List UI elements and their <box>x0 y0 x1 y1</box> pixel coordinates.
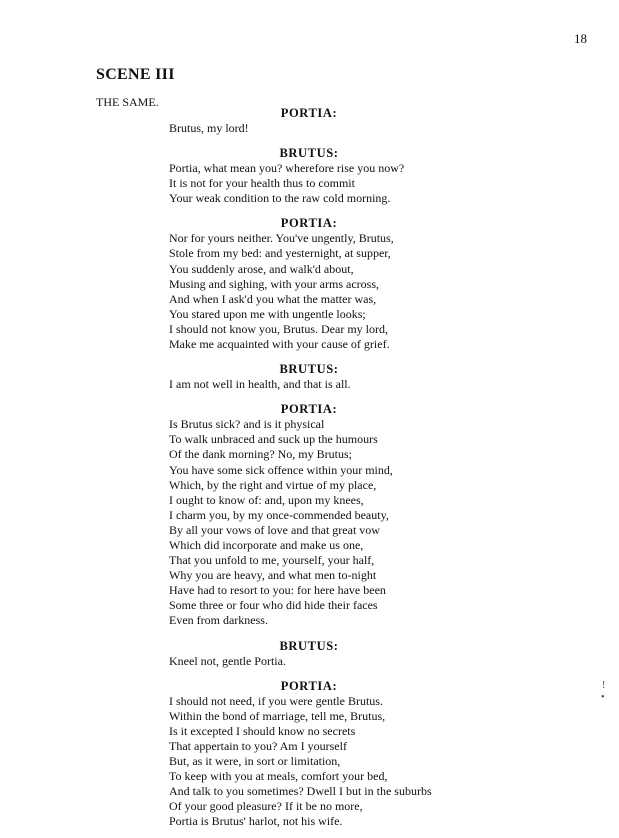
dialogue-line: I should not know you, Brutus. Dear my lord, <box>169 321 388 336</box>
speech-block <box>169 215 449 352</box>
speech-block <box>169 145 449 206</box>
dialogue-line: And when I ask'd you what the matter was, <box>169 291 377 306</box>
dialogue-line: But, as it were, in sort or limitation, <box>169 754 341 768</box>
dialogue-line: Portia, what mean you? wherefore rise you now? <box>169 161 405 176</box>
speaker-name: BRUTUS: <box>279 362 339 377</box>
dialogue-line: You have some sick offence within your mind, <box>169 462 393 477</box>
speech-block <box>169 401 449 628</box>
dialogue-line: To keep with you at meals, comfort your bed, <box>169 769 388 784</box>
dialogue-line: That appertain to you? Am I yourself <box>169 738 347 753</box>
dialogue-line: That you unfold to me, yourself, your half, <box>169 553 375 568</box>
dialogue-line: Is Brutus sick? and is it physical <box>169 417 325 432</box>
speech-block <box>169 638 449 669</box>
scan-speck: • <box>601 692 605 703</box>
dialogue-line: I ought to know of: and, upon my knees, <box>169 492 364 507</box>
scene-setting: THE SAME. <box>96 95 159 109</box>
dialogue-line: To walk unbraced and suck up the humours <box>169 432 378 447</box>
speaker-name: PORTIA: <box>280 106 338 120</box>
dialogue-line: Which, by the right and virtue of my place, <box>169 477 377 492</box>
dialogue-line: Kneel not, gentle Portia. <box>169 653 286 668</box>
dialogue-line: You stared upon me with ungentle looks; <box>169 306 366 321</box>
dialogue-line: Even from darkness. <box>169 613 268 628</box>
dialogue-line: Portia is Brutus' harlot, not his wife. <box>169 814 343 829</box>
dialogue-line: Of the dank morning? No, my Brutus; <box>169 447 352 462</box>
dialogue-line: Some three or four who did hide their faces <box>169 598 378 613</box>
dialogue-line: Make me acquainted with your cause of grief. <box>169 337 390 352</box>
dialogue-line: Your weak condition to the raw cold morning. <box>169 191 391 206</box>
speaker-name: PORTIA: <box>280 678 338 693</box>
speaker-name: PORTIA: <box>280 216 338 231</box>
dialogue-line: Of your good pleasure? If it be no more, <box>169 799 363 814</box>
dialogue-line: Musing and sighing, with your arms across, <box>169 276 379 291</box>
dialogue-line: It is not for your health thus to commit <box>169 176 355 191</box>
dialogue-line: Stole from my bed: and yesternight, at supper, <box>169 246 391 261</box>
dialogue-line: Which did incorporate and make us one, <box>169 537 364 552</box>
dialogue-line: You suddenly arose, and walk'd about, <box>169 261 354 276</box>
speaker-name: PORTIA: <box>280 402 338 417</box>
dialogue-line: Brutus, my lord! <box>169 121 249 135</box>
speech-block <box>169 678 449 830</box>
speech-block <box>169 105 449 136</box>
page-number: 18 <box>574 31 587 46</box>
speech-block <box>169 361 449 392</box>
dialogue-line: Nor for yours neither. You've ungently, Brutus, <box>169 231 394 246</box>
dialogue-line: I charm you, by my once-commended beauty, <box>169 507 389 522</box>
speaker-name: BRUTUS: <box>279 638 339 653</box>
dialogue-line: By all your vows of love and that great vow <box>169 522 380 537</box>
scene-title: SCENE III <box>96 66 175 83</box>
dialogue-line: I should not need, if you were gentle Brutus. <box>169 693 383 708</box>
speaker-name: BRUTUS: <box>279 146 339 161</box>
dialogue-line: I am not well in health, and that is all. <box>169 377 351 392</box>
dialogue-line: Why you are heavy, and what men to-night <box>169 568 377 583</box>
dialogue-line: And talk to you sometimes? Dwell I but in the suburbs <box>169 784 432 799</box>
dialogue-line: Within the bond of marriage, tell me, Brutus, <box>169 708 386 723</box>
dialogue-line: Is it excepted I should know no secrets <box>169 723 356 738</box>
dialogue-line: Have had to resort to you: for here have been <box>169 583 386 598</box>
script-body <box>169 105 449 838</box>
scan-speck: ǃ <box>602 680 606 691</box>
